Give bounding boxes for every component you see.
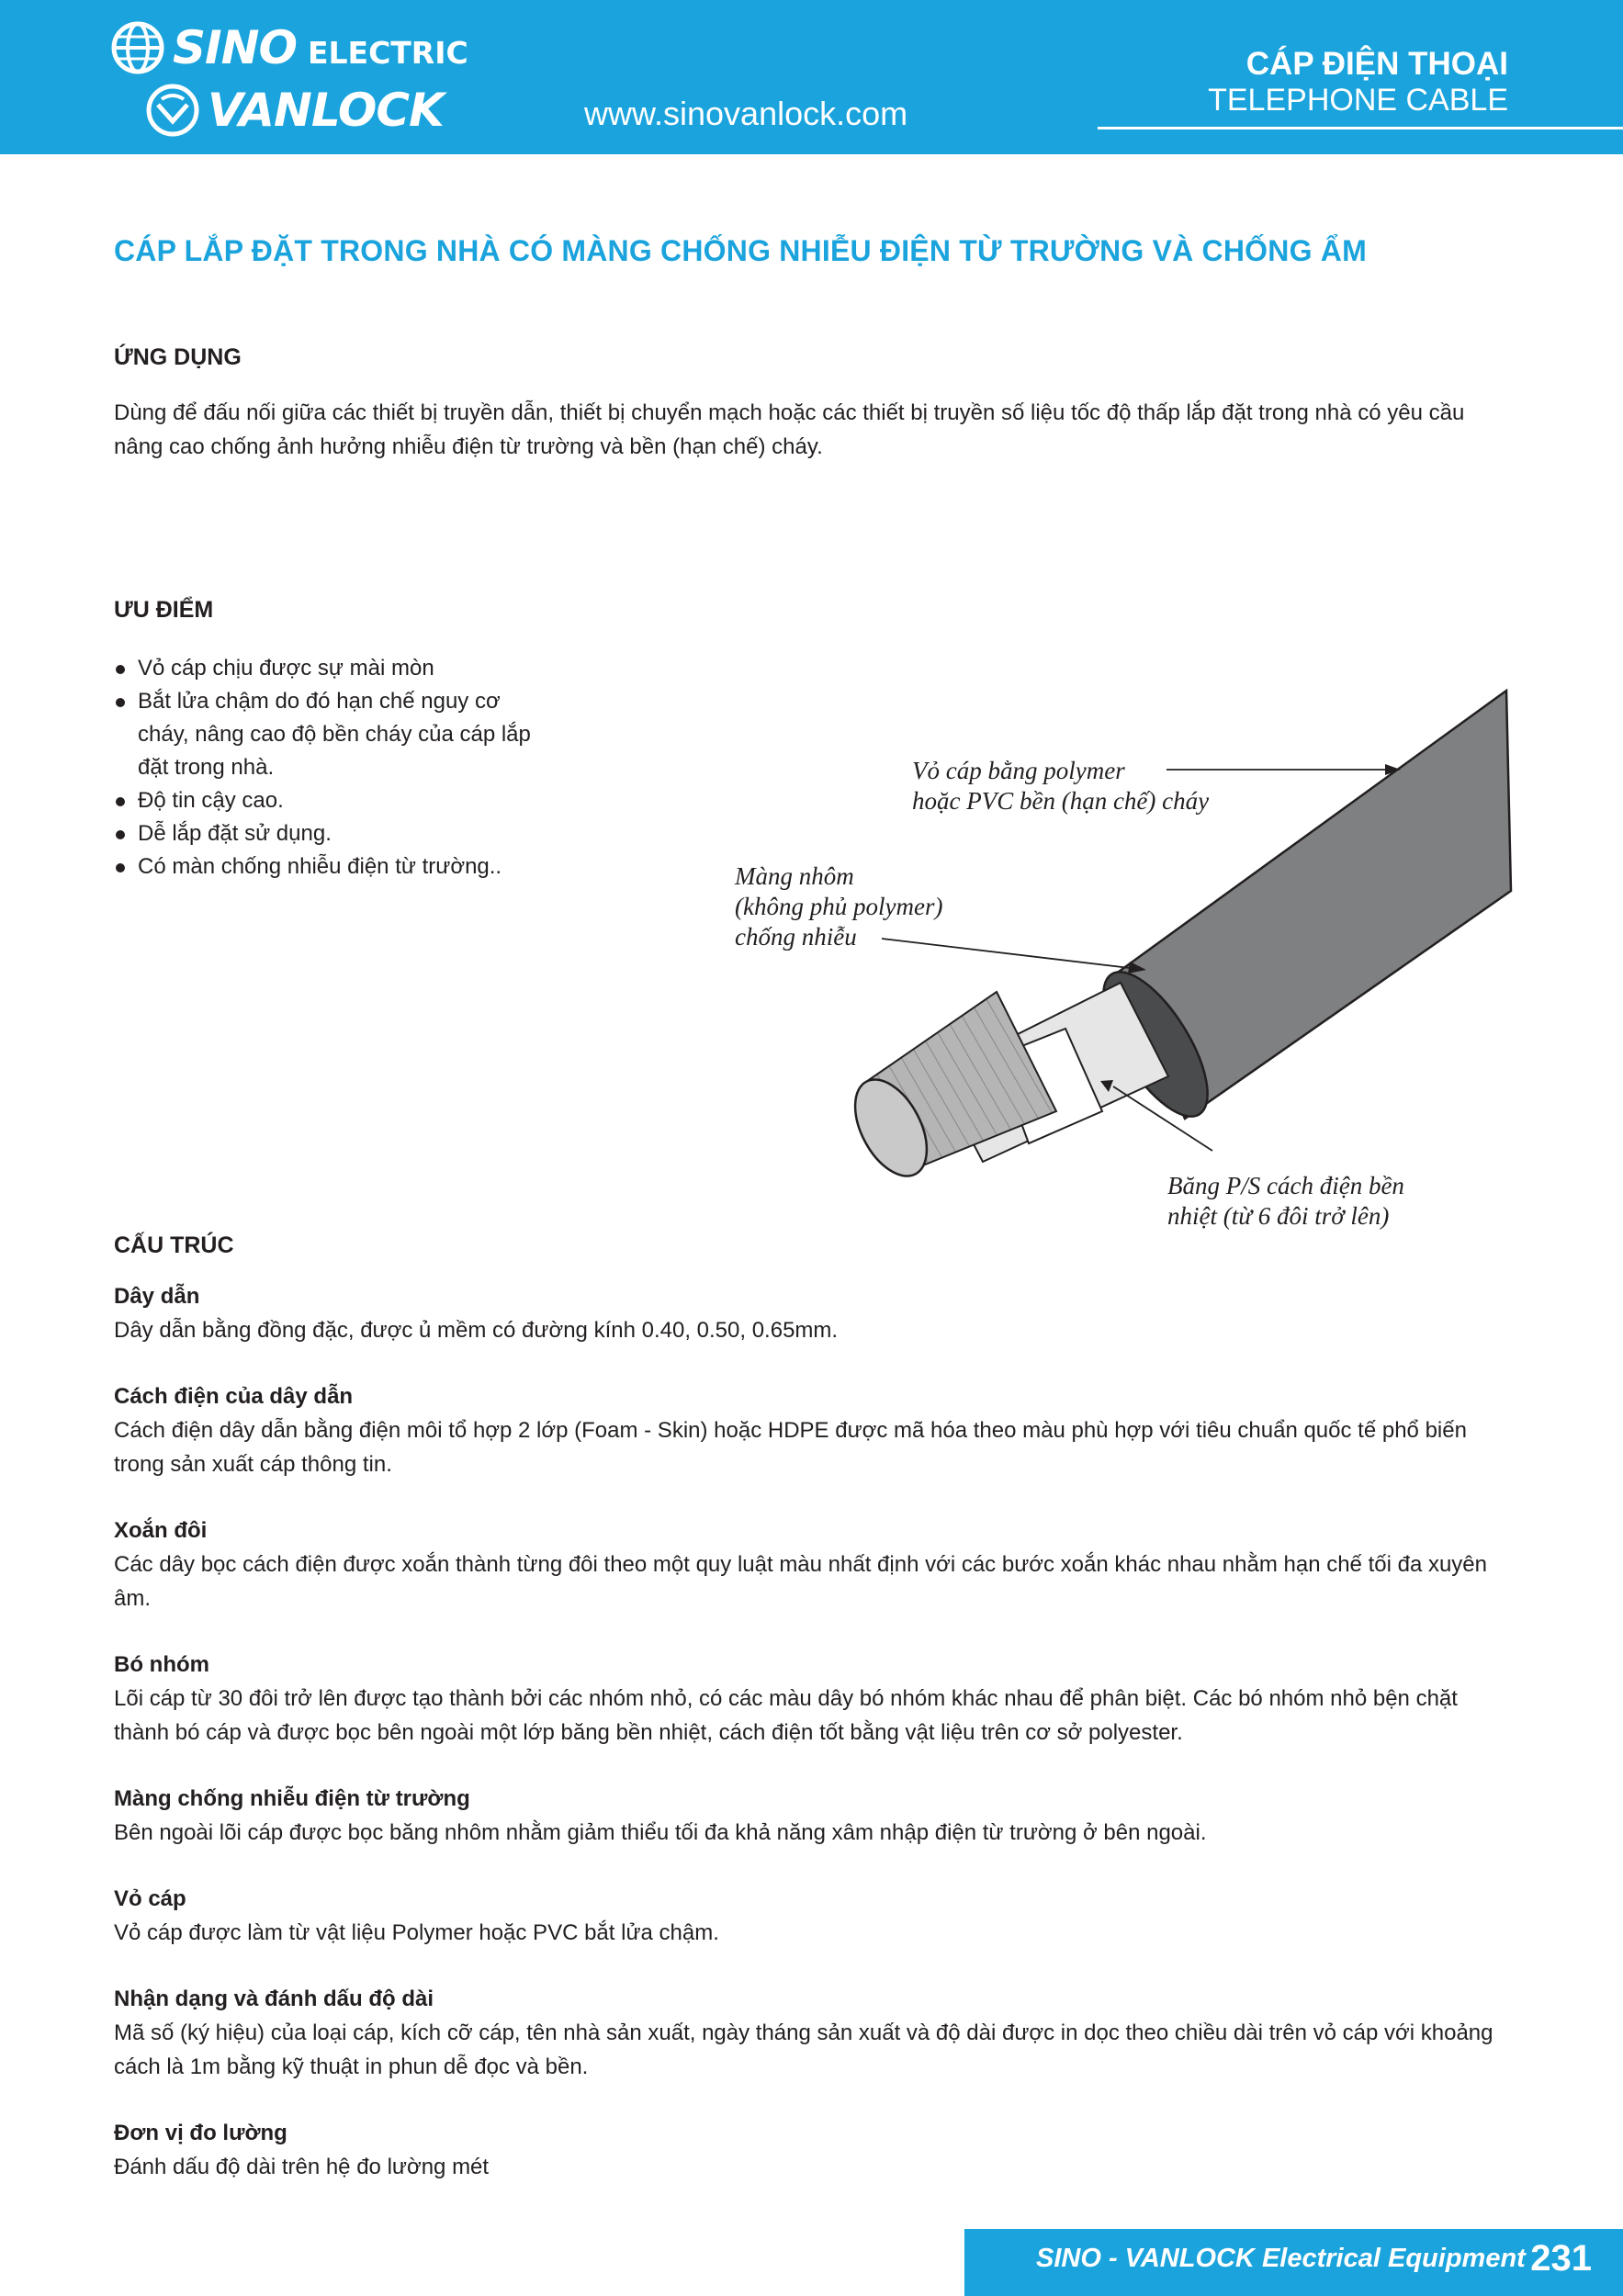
structure-section bbox=[114, 1380, 1510, 1481]
category-vi: CÁP ĐIỆN THOẠI bbox=[1245, 46, 1508, 82]
section-body: Vỏ cáp được làm từ vật liệu Polymer hoặc PVC bắt lửa chậm. bbox=[114, 1920, 719, 1945]
section-title: Dây dẫn bbox=[114, 1284, 200, 1309]
footer-text: SINO - VANLOCK Electrical Equipment bbox=[1036, 2244, 1526, 2273]
section-title: Đơn vị đo lường bbox=[114, 2121, 287, 2145]
vanlock-emblem-icon bbox=[145, 83, 200, 138]
advantages-heading: ƯU ĐIỂM bbox=[114, 597, 214, 623]
sheath-label: Vỏ cáp bằng polymer hoặc PVC bền (hạn chế) cháy bbox=[912, 757, 1210, 815]
category-block bbox=[1208, 46, 1508, 118]
structure-section bbox=[114, 1783, 1510, 1850]
section-body: Đánh dấu độ dài trên hệ đo lường mét bbox=[114, 2155, 490, 2179]
tape-label: Băng P/S cách điện bền nhiệt (từ 6 đôi trở lên) bbox=[1167, 1172, 1404, 1230]
section-title: Xoắn đôi bbox=[114, 1518, 208, 1543]
brand-electric: ELECTRIC bbox=[307, 34, 468, 71]
page-footer bbox=[964, 2229, 1623, 2296]
structure-section bbox=[114, 2117, 1510, 2184]
globe-icon bbox=[110, 20, 165, 75]
structure-section bbox=[114, 1983, 1510, 2084]
page-header bbox=[0, 0, 1623, 154]
advantages-list bbox=[114, 652, 536, 884]
section-title: Màng chống nhiễu điện từ trường bbox=[114, 1786, 470, 1811]
section-body: Các dây bọc cách điện được xoắn thành từng đôi theo một quy luật màu nhất định với các bước xoắn khác nhau nhằm hạn chế tối đa xuyên âm. bbox=[114, 1552, 1487, 1611]
list-item: Bắt lửa chậm do đó hạn chế nguy cơ cháy, nâng cao độ bền cháy của cáp lắp đặt trong nhà. bbox=[114, 685, 536, 784]
page-title: CÁP LẮP ĐẶT TRONG NHÀ CÓ MÀNG CHỐNG NHIỄU ĐIỆN TỪ TRƯỜNG VÀ CHỐNG ẨM bbox=[114, 234, 1367, 267]
list-item: Có màn chống nhiễu điện từ trường.. bbox=[114, 850, 536, 884]
structure-heading: CẤU TRÚC bbox=[114, 1232, 234, 1258]
header-divider bbox=[1098, 127, 1623, 129]
category-en: TELEPHONE CABLE bbox=[1208, 83, 1508, 118]
cable-diagram bbox=[716, 680, 1525, 1249]
section-body: Bên ngoài lõi cáp được bọc băng nhôm nhằm giảm thiểu tối đa khả năng xâm nhập điện từ trường ở bên ngoài. bbox=[114, 1820, 1207, 1845]
section-body: Mã số (ký hiệu) của loại cáp, kích cỡ cáp, tên nhà sản xuất, ngày tháng sản xuất và độ dài được in dọc theo chiều dài trên vỏ cáp với khoảng cách là 1m bằng kỹ thuật in phun dễ đọc và bền. bbox=[114, 2020, 1493, 2079]
list-item: Dễ lắp đặt sử dụng. bbox=[114, 817, 536, 850]
list-item: Vỏ cáp chịu được sự mài mòn bbox=[114, 652, 536, 685]
brand-vanlock: VANLOCK bbox=[208, 84, 444, 137]
list-item: Độ tin cậy cao. bbox=[114, 784, 536, 817]
section-body: Cách điện dây dẫn bằng điện môi tổ hợp 2 lớp (Foam - Skin) hoặc HDPE được mã hóa theo màu phù hợp với tiêu chuẩn quốc tế phổ biến trong sản xuất cáp thông tin. bbox=[114, 1418, 1467, 1477]
section-title: Cách điện của dây dẫn bbox=[114, 1384, 354, 1409]
section-body: Lõi cáp từ 30 đôi trở lên được tạo thành bởi các nhóm nhỏ, có các màu dây bó nhóm khác nhau để phân biệt. Các bó nhóm nhỏ bện chặt thành bó cáp và được bọc bên ngoài một lớp băng bền nhiệt, cách điện tốt bằng vật liệu trên cơ sở polyester. bbox=[114, 1686, 1458, 1745]
application-body: Dùng để đấu nối giữa các thiết bị truyền dẫn, thiết bị chuyển mạch hoặc các thiết bị truyền số liệu tốc độ thấp lắp đặt trong nhà có yêu cầu nâng cao chống ảnh hưởng nhiễu điện từ trường và bền (hạn chế) cháy. bbox=[114, 400, 1465, 459]
section-title: Nhận dạng và đánh dấu độ dài bbox=[114, 1986, 434, 2011]
shield-label: Màng nhôm (không phủ polymer) chống nhiễu bbox=[735, 862, 943, 951]
structure-section bbox=[114, 1883, 1510, 1950]
brand-logo bbox=[110, 17, 468, 141]
structure-section bbox=[114, 1649, 1510, 1750]
section-title: Vỏ cáp bbox=[114, 1886, 186, 1911]
section-title: Bó nhóm bbox=[114, 1652, 209, 1677]
structure-section bbox=[114, 1280, 1510, 1347]
application-heading: ỨNG DỤNG bbox=[114, 344, 242, 370]
website-url[interactable]: www.sinovanlock.com bbox=[584, 95, 908, 132]
structure-section bbox=[114, 1514, 1510, 1615]
section-body: Dây dẫn bằng đồng đặc, được ủ mềm có đường kính 0.40, 0.50, 0.65mm. bbox=[114, 1318, 839, 1343]
brand-sino: SINO bbox=[173, 21, 297, 74]
page-number: 231 bbox=[1530, 2238, 1592, 2279]
